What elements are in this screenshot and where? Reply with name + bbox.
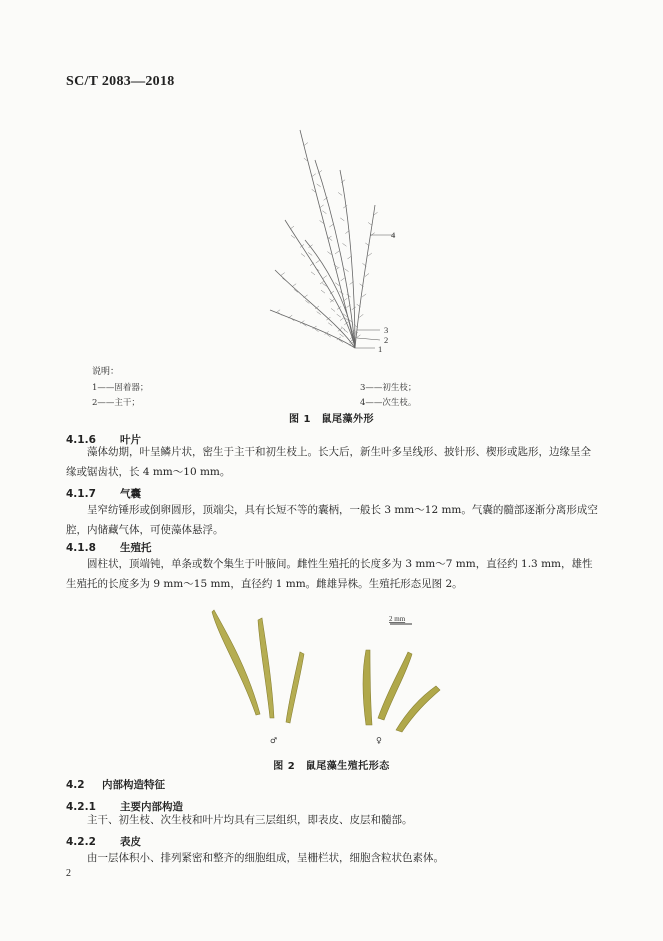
callout-3: 3	[384, 325, 389, 335]
legend-title: 说明：	[92, 367, 120, 377]
section-body-4-1-6: 藻体幼期，叶呈鳞片状，密生于主干和初生枝上。长大后，新生叶多呈线形、披针形、楔形或匙形，边缘呈全缘或锯齿状，长 4 mm～10 mm。	[66, 446, 591, 478]
receptacle-photo	[200, 600, 460, 750]
female-receptacles	[363, 650, 440, 732]
section-body-4-2-2: 由一层体积小、排列紧密和整齐的细胞组成，呈栅栏状，细胞含粒状色素体。	[87, 852, 444, 864]
callout-4: 4	[391, 230, 396, 240]
section-heading-4-2-2: 4.2.2 表皮	[66, 836, 141, 848]
page-number: 2	[66, 868, 71, 879]
section-heading-4-1-8: 4.1.8 生殖托	[66, 542, 152, 554]
section-body-4-1-7: 呈窄纺锤形或倒卵圆形，顶端尖，具有长短不等的囊柄，一般长 3 mm～12 mm。气囊的髓部逐渐分离形成空腔，内储藏气体，可使藻体悬浮。	[66, 504, 598, 536]
section-heading-4-2-1: 4.2.1 主要内部构造	[66, 801, 183, 813]
section-heading-4-1-7: 4.1.7 气囊	[66, 488, 141, 500]
male-receptacles	[212, 610, 304, 723]
scale-bar-label: 2 mm	[389, 615, 406, 623]
female-symbol: ♀	[376, 736, 382, 745]
seaweed-illustration	[255, 110, 405, 358]
standard-number: SC/T 2083—2018	[66, 74, 175, 89]
callout-2: 2	[384, 335, 389, 345]
section-heading-4-2: 4.2 内部构造特征	[66, 779, 165, 791]
section-body-4-2-1: 主干、初生枝、次生枝和叶片均具有三层组织，即表皮、皮层和髓部。	[87, 814, 413, 826]
figure1-caption: 图 1 鼠尾藻外形	[289, 414, 374, 425]
section-heading-4-1-6: 4.1.6 叶片	[66, 434, 141, 446]
callout-1: 1	[378, 344, 383, 354]
male-symbol: ♂	[270, 736, 278, 745]
legend-item-primary-branch: 3——初生枝；	[360, 383, 417, 393]
legend-item-secondary-branch: 4——次生枝。	[360, 398, 417, 408]
figure2-caption: 图 2 鼠尾藻生殖托形态	[273, 761, 390, 772]
legend-item-main-stem: 2——主干；	[92, 398, 140, 408]
legend-item-holdfast: 1——固着器；	[92, 383, 149, 393]
section-body-4-1-8: 圆柱状，顶端钝，单条或数个集生于叶腋间。雌性生殖托的长度多为 3 mm～7 mm，直径约 1.3 mm，雄性生殖托的长度多为 9 mm～15 mm，直径约 1 mm。雌雄异株。生殖托形态见图 2。	[66, 558, 593, 590]
